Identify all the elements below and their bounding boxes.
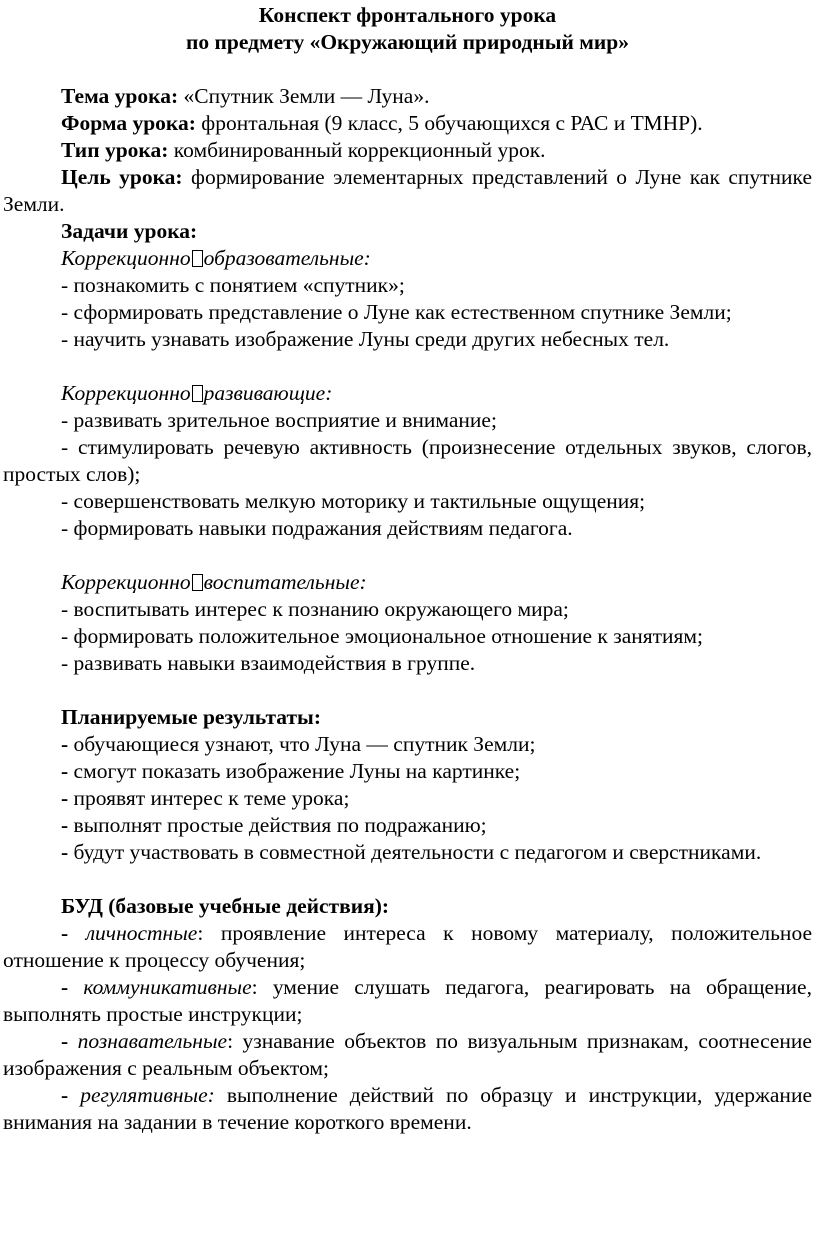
bud-term: регулятивные: xyxy=(80,1083,215,1107)
list-item: - смогут показать изображение Луны на картинке; xyxy=(61,759,521,783)
missing-glyph-box xyxy=(192,574,203,591)
list-item: - обучающиеся узнают, что Луна — спутник Земли; xyxy=(61,732,536,756)
result-text: проявят интерес к теме урока; xyxy=(73,786,350,810)
lesson-type-label: Тип урока: xyxy=(61,138,169,162)
bud-sep: : xyxy=(227,1029,243,1053)
lesson-topic xyxy=(3,83,812,110)
list-item: - познавательные: узнавание объектов по визуальным признакам, соотнесение изображения с реальным объектом; xyxy=(3,1029,812,1080)
lesson-topic-value: «Спутник Земли — Луна». xyxy=(178,84,430,108)
lesson-type-value: комбинированный коррекционный урок. xyxy=(168,138,546,162)
educational-subheading xyxy=(3,245,812,272)
bud-text: проявление интереса к новому материалу, положительное отношение к процессу обучения; xyxy=(3,921,812,972)
lesson-goal-value: формирование элементарных представлений о Луне как спутнике Земли. xyxy=(3,165,812,216)
missing-glyph-box xyxy=(192,385,203,402)
list-item: - будут участвовать в совместной деятельности с педагогом и сверстниками. xyxy=(61,840,762,864)
bud-term: познавательные xyxy=(77,1029,228,1053)
bud-heading-text: БУД (базовые учебные действия): xyxy=(61,894,390,918)
list-item: - совершенствовать мелкую моторику и тактильные ощущения; xyxy=(61,489,646,513)
results-heading-text: Планируемые результаты: xyxy=(61,705,322,729)
list-item: - развивать зрительное восприятие и внимание; xyxy=(61,408,497,432)
bud-text: узнавание объектов по визуальным признакам, соотнесение изображения с реальным объектом; xyxy=(3,1029,812,1080)
bud-term: личностные xyxy=(85,921,198,945)
tasks-heading-text: Задачи урока: xyxy=(61,219,198,243)
result-text: выполнят простые действия по подражанию; xyxy=(73,813,487,837)
lesson-form xyxy=(3,110,812,137)
list-item: - воспитывать интерес к познанию окружающего мира; xyxy=(61,597,569,621)
list-item: - сформировать представление о Луне как естественном спутнике Земли; xyxy=(61,300,732,324)
bud-text: умение слушать педагога, реагировать на обращение, выполнять простые инструкции; xyxy=(3,975,812,1026)
bud-sep: : xyxy=(251,975,273,999)
lesson-form-value: фронтальная (9 класс, 5 обучающихся с РАС и ТМНР). xyxy=(195,111,703,135)
lesson-type xyxy=(3,137,812,164)
result-text: будут участвовать в совместной деятельности с педагогом и сверстниками. xyxy=(73,840,762,864)
lesson-form-label: Форма урока: xyxy=(61,111,196,135)
spacer xyxy=(3,542,812,569)
bud-term: коммуникативные xyxy=(83,975,252,999)
lesson-goal xyxy=(3,164,812,218)
doc-title-line2: по предмету «Окружающий природный мир» xyxy=(185,30,630,54)
results-heading xyxy=(3,704,812,731)
spacer xyxy=(3,866,812,893)
developing-subheading xyxy=(3,380,812,407)
educational-suffix: образовательные: xyxy=(203,246,371,270)
bud-sep: : xyxy=(197,921,221,945)
list-item: - коммуникативные: умение слушать педагога, реагировать на обращение, выполнять простые инструкции; xyxy=(3,975,812,1026)
list-item: - познакомить с понятием «спутник»; xyxy=(61,273,405,297)
list-item: - выполнят простые действия по подражанию; xyxy=(61,813,487,837)
upbringing-prefix: Коррекционно xyxy=(61,570,191,594)
lesson-goal-label: Цель урока: xyxy=(61,165,183,189)
lesson-topic-label: Тема урока: xyxy=(61,84,179,108)
developing-suffix: развивающие: xyxy=(203,381,333,405)
developing-prefix: Коррекционно xyxy=(61,381,191,405)
spacer xyxy=(3,353,812,380)
list-item: - стимулировать речевую активность (произнесение отдельных звуков, слогов, простых слов); xyxy=(3,435,812,486)
upbringing-subheading xyxy=(3,569,812,596)
educational-prefix: Коррекционно xyxy=(61,246,191,270)
missing-glyph-box xyxy=(192,250,203,267)
spacer xyxy=(3,56,812,83)
list-item: - формировать навыки подражания действиям педагога. xyxy=(61,516,573,540)
list-item: - развивать навыки взаимодействия в группе. xyxy=(61,651,476,675)
bud-sep xyxy=(215,1083,227,1107)
tasks-heading xyxy=(3,218,812,245)
bud-text: выполнение действий по образцу и инструкции, удержание внимания на задании в течение короткого времени. xyxy=(3,1083,812,1134)
list-item: - формировать положительное эмоциональное отношение к занятиям; xyxy=(61,624,703,648)
spacer xyxy=(3,677,812,704)
result-text: обучающиеся узнают, что Луна — спутник Земли; xyxy=(73,732,536,756)
list-item: - личностные: проявление интереса к новому материалу, положительное отношение к процессу обучения; xyxy=(3,921,812,972)
list-item: - проявят интерес к теме урока; xyxy=(61,786,350,810)
bud-heading xyxy=(3,893,812,920)
list-item: - регулятивные: выполнение действий по образцу и инструкции, удержание внимания на задании в течение короткого времени. xyxy=(3,1083,812,1134)
result-text: смогут показать изображение Луны на картинке; xyxy=(73,759,521,783)
upbringing-suffix: воспитательные: xyxy=(203,570,367,594)
doc-title-line1: Конспект фронтального урока xyxy=(258,3,557,27)
list-item: - научить узнавать изображение Луны среди других небесных тел. xyxy=(61,327,670,351)
